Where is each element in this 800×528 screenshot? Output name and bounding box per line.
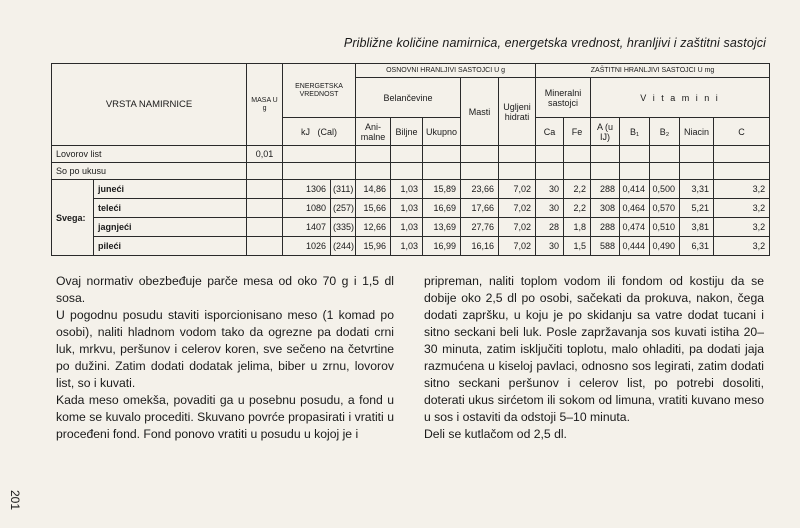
paragraph: Deli se kutlačom od 2,5 dl. [424, 427, 567, 441]
header-b1: B₁ [620, 118, 650, 146]
table-row [52, 199, 770, 218]
cell-b2: 0,500 [650, 180, 680, 199]
cell-masti: 17,66 [461, 199, 499, 218]
cell-b1: 0,464 [620, 199, 650, 218]
cell-b2: 0,570 [650, 199, 680, 218]
cell-masti: 27,76 [461, 218, 499, 237]
cell-ukupno: 16,69 [423, 199, 461, 218]
header-zastitni: ZAŠTITNI HRANLJIVI SASTOJCI U mg [536, 64, 770, 78]
cell-ca: 30 [536, 199, 564, 218]
header-masti: Masti [461, 78, 499, 146]
cell-b1: 0,474 [620, 218, 650, 237]
cell-biljne: 1,03 [391, 218, 423, 237]
cell-ca: 28 [536, 218, 564, 237]
header-vitamini: V i t a m i n i [591, 78, 770, 118]
cell-masa: 0,01 [247, 146, 283, 163]
cell-cal: (244) [331, 237, 356, 256]
row-name: jagnjeći [94, 218, 247, 237]
page-title: Približne količine namirnica, energetska vrednost, hranljivi i zaštitni sastojci [343, 36, 766, 50]
cell-masti: 23,66 [461, 180, 499, 199]
cell-fe: 2,2 [564, 199, 591, 218]
header-c: C [714, 118, 770, 146]
header-a: A (u IJ) [591, 118, 620, 146]
cell-b1: 0,414 [620, 180, 650, 199]
header-niacin: Niacin [680, 118, 714, 146]
cell-masti: 16,16 [461, 237, 499, 256]
cell-ukupno: 13,69 [423, 218, 461, 237]
cell-animalne: 15,96 [356, 237, 391, 256]
cell-biljne: 1,03 [391, 237, 423, 256]
cell-fe: 1,5 [564, 237, 591, 256]
header-biljne: Biljne [391, 118, 423, 146]
cell-ukupno: 15,89 [423, 180, 461, 199]
cell-biljne: 1,03 [391, 180, 423, 199]
svega-label: Svega: [52, 180, 94, 256]
header-belancevine: Belančevine [356, 78, 461, 118]
cell-cal: (311) [331, 180, 356, 199]
header-fe: Fe [564, 118, 591, 146]
cell-b2: 0,510 [650, 218, 680, 237]
cell-c: 3,2 [714, 199, 770, 218]
table-row [52, 163, 770, 180]
paragraph: Ovaj normativ obezbeđuje parče mesa od oko 70 g i 1,5 dl sosa. [56, 274, 394, 305]
cell-kj: 1026 [283, 237, 331, 256]
header-ugljeni: Ugljeni hidrati [499, 78, 536, 146]
header-masa: MASA U g [247, 64, 283, 146]
row-name: pileći [94, 237, 247, 256]
cell-c: 3,2 [714, 237, 770, 256]
cell-cal: (335) [331, 218, 356, 237]
text-column-right [424, 273, 764, 443]
cell-b2: 0,490 [650, 237, 680, 256]
cell-kj: 1407 [283, 218, 331, 237]
cell-animalne: 15,66 [356, 199, 391, 218]
cell-ugljeni: 7,02 [499, 218, 536, 237]
table-row [52, 218, 770, 237]
cell-cal: (257) [331, 199, 356, 218]
cell-ugljeni: 7,02 [499, 180, 536, 199]
paragraph: U pogodnu posudu staviti isporcionisano meso (1 komad po osobi), naliti hladnom vodom tako da ogrezne pa dodati crni luk, mrkvu, peršunov i celerov koren, sve sečeno na četvrtine po dužini. Zatim dodati dodatak jelima, biber u zrnu, lovorov list, so i kuvati. [56, 308, 394, 390]
cell-niacin: 3,31 [680, 180, 714, 199]
table-row [52, 180, 770, 199]
cell-c: 3,2 [714, 180, 770, 199]
table-row [52, 237, 770, 256]
row-name: teleći [94, 199, 247, 218]
header-ukupno: Ukupno [423, 118, 461, 146]
cell-ukupno: 16,99 [423, 237, 461, 256]
nutrition-table [51, 63, 770, 256]
cell-niacin: 5,21 [680, 199, 714, 218]
cell-ca: 30 [536, 237, 564, 256]
cell-kj: 1306 [283, 180, 331, 199]
row-label: So po ukusu [52, 163, 247, 180]
cell-ugljeni: 7,02 [499, 237, 536, 256]
cell-niacin: 3,81 [680, 218, 714, 237]
cell-a: 588 [591, 237, 620, 256]
cell-animalne: 12,66 [356, 218, 391, 237]
cell-c: 3,2 [714, 218, 770, 237]
table-row [52, 146, 770, 163]
cell-a: 308 [591, 199, 620, 218]
header-kj: kJ (Cal) [283, 118, 356, 146]
page-number: 201 [8, 490, 22, 511]
header-energetska: ENERGETSKA VREDNOST [283, 64, 356, 118]
cell-a: 288 [591, 218, 620, 237]
cell-a: 288 [591, 180, 620, 199]
header-ca: Ca [536, 118, 564, 146]
cell-fe: 1,8 [564, 218, 591, 237]
header-vrsta: VRSTA NAMIRNICE [52, 64, 247, 146]
text-column-left [56, 273, 394, 443]
cell-biljne: 1,03 [391, 199, 423, 218]
cell-animalne: 14,86 [356, 180, 391, 199]
header-b2: B₂ [650, 118, 680, 146]
row-label: Lovorov list [52, 146, 247, 163]
header-animalne: Ani- malne [356, 118, 391, 146]
cell-kj: 1080 [283, 199, 331, 218]
cell-fe: 2,2 [564, 180, 591, 199]
header-osnovni: OSNOVNI HRANLJIVI SASTOJCI U g [356, 64, 536, 78]
cell-ca: 30 [536, 180, 564, 199]
header-mineralni: Mineralni sastojci [536, 78, 591, 118]
cell-b1: 0,444 [620, 237, 650, 256]
cell-niacin: 6,31 [680, 237, 714, 256]
paragraph: pripreman, naliti toplom vodom ili fondom od kostiju da se dobije oko 2,5 dl po osobi, sačekati da prokuva, nakon, čega dodati zapršku, u koju je po skidanju sa vatre dodat tucani i sitno seckani beli luk. Posle zapržavanja sos kuvati istiha 20–30 minuta, zatim isključiti toplotu, malo ohladiti, pa dodati jaja razmućena u kiseloj pavlaci, odnosno sos legirati, zatim dodati sitno seckani peršunov i celerov list, po potrebi dosoliti, doterati ukus sirćetom ili sokom od limuna, vratiti kuvano meso u sos i ostaviti da odstoji 5–10 minuta. [424, 274, 764, 424]
paragraph: Kada meso omekša, povaditi ga u posebnu posudu, a fond u kome se kuvalo proceditі. Skuvano povrće propasirati i vratiti u procеđeni fond. Fond ponovo vratiti u posudu u kojoj je i [56, 393, 394, 441]
cell-ugljeni: 7,02 [499, 199, 536, 218]
row-name: junеći [94, 180, 247, 199]
